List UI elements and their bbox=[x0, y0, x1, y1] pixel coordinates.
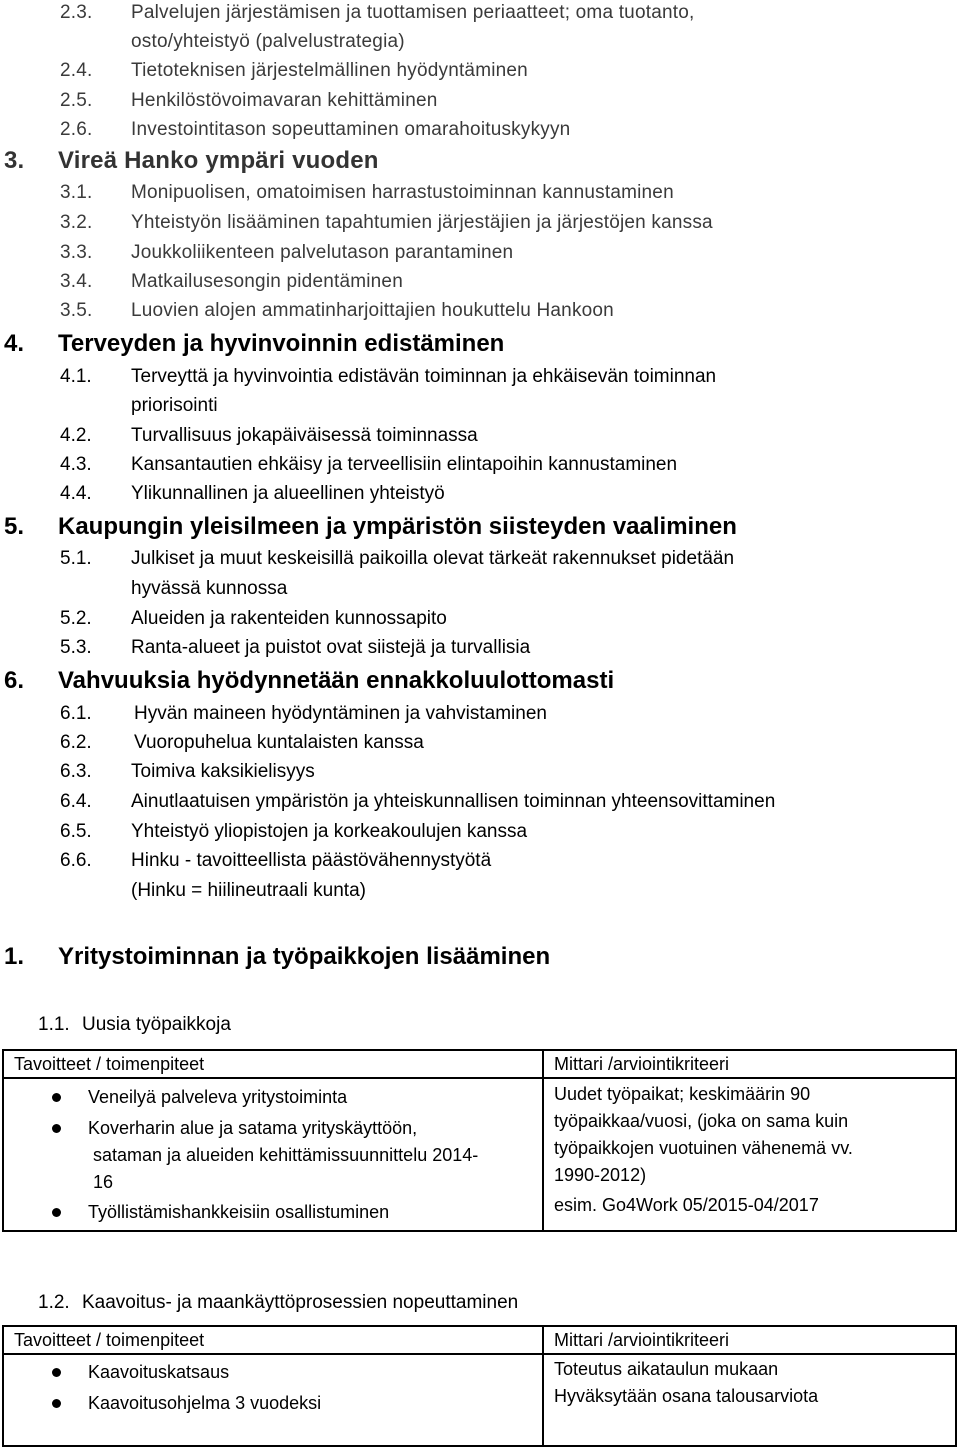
subsection-number: 1.1. bbox=[38, 1014, 70, 1035]
subsection-number: 1.2. bbox=[38, 1292, 70, 1313]
metric-line: työpaikkaa/vuosi, (joka on sama kuin bbox=[554, 1111, 849, 1131]
toc-item-6-2: Vuoropuhelua kuntalaisten kanssa bbox=[134, 732, 424, 753]
item-number: 6.3. bbox=[60, 761, 92, 782]
list-item-cont: sataman ja alueiden kehittämissuunnittelu 2014- bbox=[93, 1145, 479, 1165]
toc-item-6-6: Hinku - tavoitteellista päästövähennystyötä bbox=[131, 850, 492, 871]
heading-number: 1. bbox=[4, 943, 25, 970]
toc-item-2-4: Tietoteknisen järjestelmällinen hyödyntäminen bbox=[131, 60, 528, 81]
toc-item-2-6: Investointitason sopeuttaminen omarahoituskykyyn bbox=[131, 119, 571, 140]
list-item: Kaavoitusohjelma 3 vuodeksi bbox=[14, 1390, 542, 1417]
item-number: 5.1. bbox=[60, 548, 92, 569]
item-number: 2.4. bbox=[60, 60, 93, 81]
list-item: Kaavoituskatsaus bbox=[14, 1359, 542, 1386]
section-1-heading: Yritystoiminnan ja työpaikkojen lisääminen bbox=[58, 943, 551, 970]
item-number: 4.2. bbox=[60, 425, 92, 446]
table-1-2 bbox=[2, 1325, 957, 1447]
bullet-icon bbox=[52, 1093, 61, 1102]
bullet-icon bbox=[52, 1368, 61, 1377]
list-item: Koverharin alue ja satama yrityskäyttöön, bbox=[14, 1115, 542, 1142]
toc-item-6-6-cont: (Hinku = hiilineutraali kunta) bbox=[131, 880, 366, 901]
item-number: 5.2. bbox=[60, 608, 92, 629]
item-number: 3.5. bbox=[60, 300, 93, 321]
item-number: 6.5. bbox=[60, 821, 92, 842]
item-number: 3.1. bbox=[60, 182, 93, 203]
toc-item-5-1-cont: hyvässä kunnossa bbox=[131, 578, 288, 599]
subsection-1-1-title: Uusia työpaikkoja bbox=[82, 1014, 231, 1035]
toc-item-4-2: Turvallisuus jokapäiväisessä toiminnassa bbox=[131, 425, 478, 446]
metric-cell bbox=[543, 1354, 956, 1446]
toc-item-2-5: Henkilöstövoimavaran kehittäminen bbox=[131, 90, 438, 111]
item-number: 6.6. bbox=[60, 850, 92, 871]
toc-item-5-2: Alueiden ja rakenteiden kunnossapito bbox=[131, 608, 447, 629]
toc-item-3-4: Matkailusesongin pidentäminen bbox=[131, 271, 403, 292]
toc-item-3-3: Joukkoliikenteen palvelutason parantaminen bbox=[131, 242, 514, 263]
table-row bbox=[3, 1078, 956, 1231]
section-5-heading: Kaupungin yleisilmeen ja ympäristön siisteyden vaaliminen bbox=[58, 513, 737, 540]
item-number: 3.4. bbox=[60, 271, 93, 292]
item-number: 4.1. bbox=[60, 366, 92, 387]
bullet-icon bbox=[52, 1124, 61, 1133]
subsection-1-2-title: Kaavoitus- ja maankäyttöprosessien nopeuttaminen bbox=[82, 1292, 519, 1313]
toc-item-4-1: Terveyttä ja hyvinvointia edistävän toiminnan ja ehkäisevän toiminnan bbox=[131, 366, 717, 387]
table-header-row bbox=[3, 1326, 956, 1354]
metric-line: Toteutus aikataulun mukaan bbox=[554, 1359, 779, 1379]
item-number: 2.6. bbox=[60, 119, 93, 140]
metric-line: Hyväksytään osana talousarviota bbox=[554, 1386, 819, 1406]
table-1-1 bbox=[2, 1049, 957, 1232]
goals-cell bbox=[3, 1354, 543, 1446]
heading-number: 5. bbox=[4, 513, 25, 540]
table-row bbox=[3, 1354, 956, 1446]
metric-line: työpaikkojen vuotuinen vähenemä vv. bbox=[554, 1138, 853, 1158]
metric-line: Uudet työpaikat; keskimäärin 90 bbox=[554, 1084, 811, 1104]
list-item: Työllistämishankkeisiin osallistuminen bbox=[14, 1199, 542, 1226]
toc-item-6-1: Hyvän maineen hyödyntäminen ja vahvistaminen bbox=[134, 703, 547, 724]
bullet-icon bbox=[52, 1208, 61, 1217]
item-number: 2.5. bbox=[60, 90, 93, 111]
item-number: 6.2. bbox=[60, 732, 92, 753]
table-header-row bbox=[3, 1050, 956, 1078]
section-6-heading: Vahvuuksia hyödynnetään ennakkoluulottomasti bbox=[58, 667, 615, 694]
toc-item-3-5: Luovien alojen ammatinharjoittajien houkuttelu Hankoon bbox=[131, 300, 614, 321]
bullet-icon bbox=[52, 1399, 61, 1408]
header-mittari: Mittari /arviointikriteeri bbox=[543, 1050, 956, 1078]
toc-item-3-1: Monipuolisen, omatoimisen harrastustoiminnan kannustaminen bbox=[131, 182, 674, 203]
header-tavoitteet: Tavoitteet / toimenpiteet bbox=[3, 1326, 543, 1354]
header-mittari: Mittari /arviointikriteeri bbox=[543, 1326, 956, 1354]
metric-line: 1990-2012) bbox=[554, 1165, 647, 1185]
heading-number: 3. bbox=[4, 147, 25, 174]
item-number: 3.2. bbox=[60, 212, 93, 233]
item-number: 2.3. bbox=[60, 2, 93, 23]
item-number: 6.1. bbox=[60, 703, 92, 724]
item-number: 6.4. bbox=[60, 791, 92, 812]
item-number: 4.3. bbox=[60, 454, 92, 475]
item-number: 5.3. bbox=[60, 637, 92, 658]
item-number: 4.4. bbox=[60, 483, 92, 504]
header-tavoitteet: Tavoitteet / toimenpiteet bbox=[3, 1050, 543, 1078]
toc-item-5-3: Ranta-alueet ja puistot ovat siistejä ja turvallisia bbox=[131, 637, 531, 658]
toc-item-3-2: Yhteistyön lisääminen tapahtumien järjestäjien ja järjestöjen kanssa bbox=[131, 212, 713, 233]
toc-item-6-5: Yhteistyö yliopistojen ja korkeakoulujen kanssa bbox=[131, 821, 528, 842]
heading-number: 6. bbox=[4, 667, 25, 694]
toc-item-4-3: Kansantautien ehkäisy ja terveellisiin elintapoihin kannustaminen bbox=[131, 454, 678, 475]
toc-item-2-3: Palvelujen järjestämisen ja tuottamisen periaatteet; oma tuotanto, bbox=[131, 2, 695, 23]
section-3-heading: Vireä Hanko ympäri vuoden bbox=[58, 147, 379, 174]
section-4-heading: Terveyden ja hyvinvoinnin edistäminen bbox=[58, 330, 505, 357]
toc-item-5-1: Julkiset ja muut keskeisillä paikoilla olevat tärkeät rakennukset pidetään bbox=[131, 548, 735, 569]
metric-cell bbox=[543, 1078, 956, 1231]
heading-number: 4. bbox=[4, 330, 25, 357]
list-item: Veneilyä palveleva yritystoiminta bbox=[14, 1084, 542, 1111]
metric-line: esim. Go4Work 05/2015-04/2017 bbox=[554, 1195, 819, 1215]
toc-item-4-1-cont: priorisointi bbox=[131, 395, 218, 416]
list-item-cont: 16 bbox=[93, 1172, 114, 1192]
toc-item-2-3-cont: osto/yhteistyö (palvelustrategia) bbox=[131, 31, 405, 52]
goals-cell bbox=[3, 1078, 543, 1231]
item-number: 3.3. bbox=[60, 242, 93, 263]
toc-item-4-4: Ylikunnallinen ja alueellinen yhteistyö bbox=[131, 483, 445, 504]
toc-item-6-4: Ainutlaatuisen ympäristön ja yhteiskunnallisen toiminnan yhteensovittaminen bbox=[131, 791, 776, 812]
toc-item-6-3: Toimiva kaksikielisyys bbox=[131, 761, 315, 782]
